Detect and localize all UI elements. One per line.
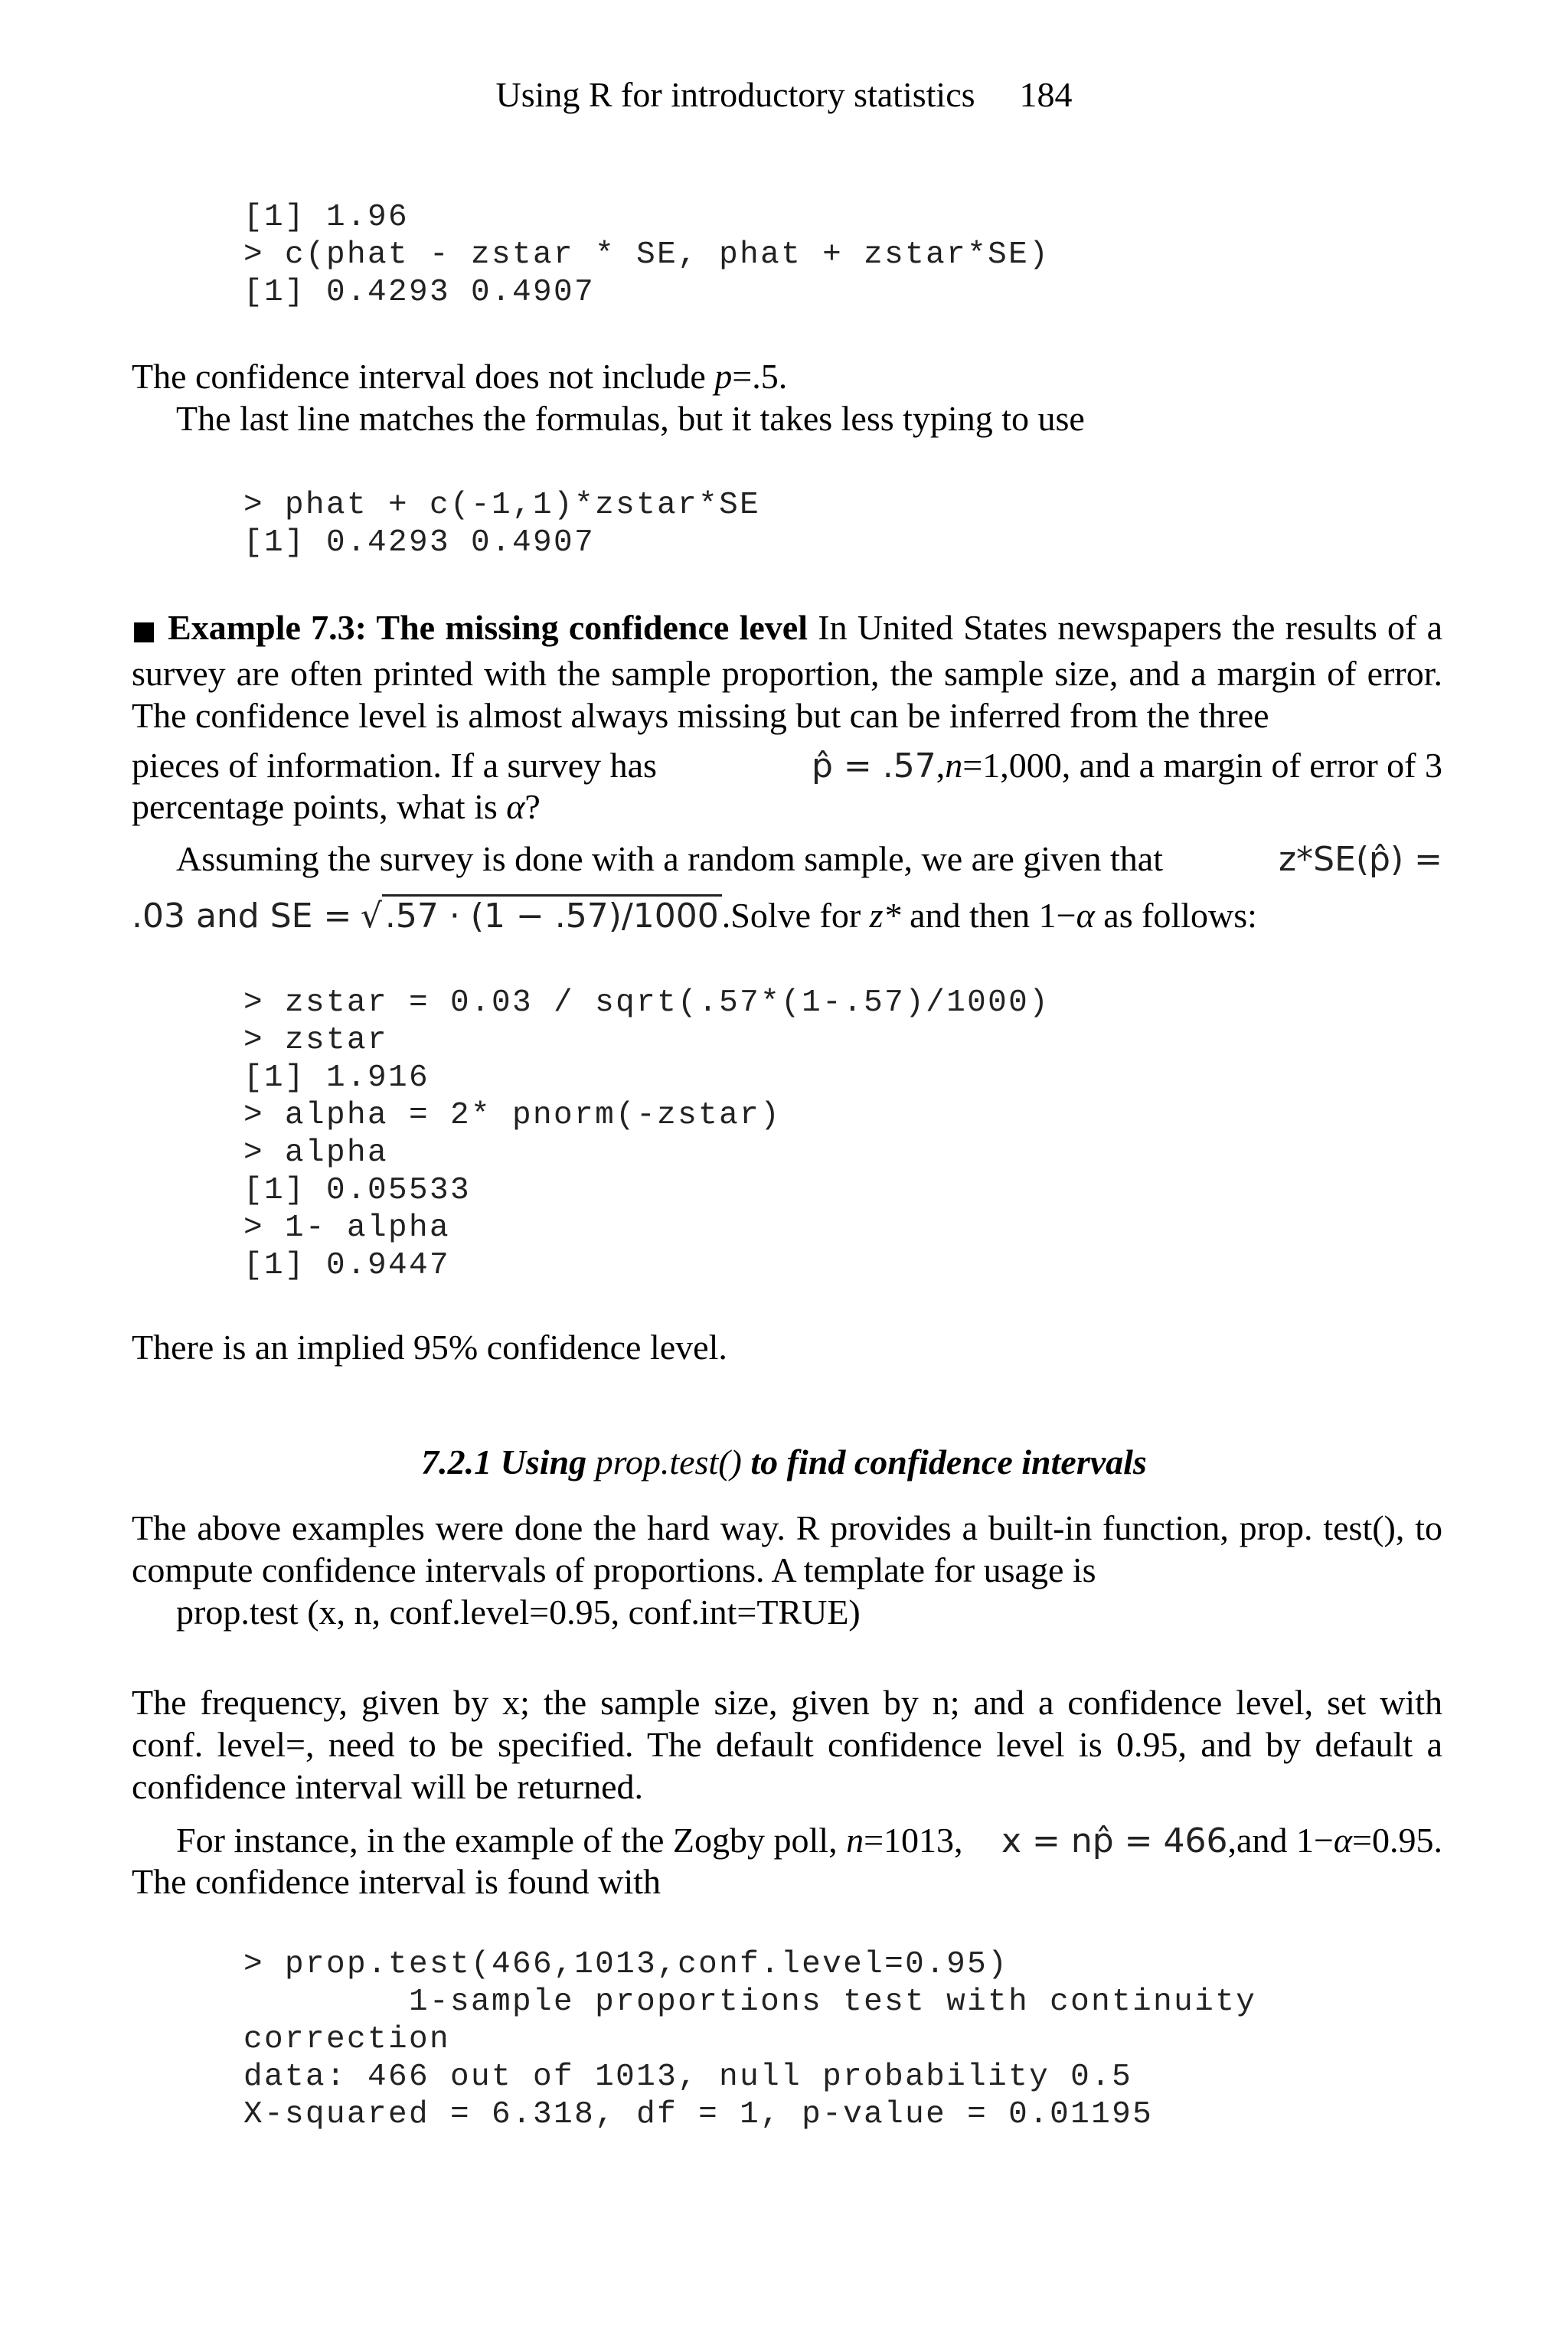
code-line: [1] 1.916 (243, 1060, 430, 1096)
implied-level-text: There is an implied 95% confidence level. (132, 1328, 727, 1367)
phat-formula: p̂ = .57 (812, 746, 936, 786)
code-line: data: 466 out of 1013, null probability 0.5 (243, 2060, 1133, 2095)
code-line: > alpha (243, 1135, 389, 1171)
code-line: [1] 0.4293 0.4907 (243, 525, 596, 560)
page-header (0, 74, 1568, 116)
x-formula: x = np̂ = 466 (1001, 1821, 1228, 1860)
code-line: > zstar (243, 1023, 389, 1058)
code-line: > prop.test(466,1013,conf.level=0.95) (243, 1947, 1009, 1982)
code-block-1 (243, 199, 1050, 312)
running-title: Using R for introductory statistics (495, 75, 975, 114)
se-formula: .03 and SE = (132, 897, 352, 936)
square-bullet-icon: ■ (132, 616, 158, 646)
code-line: > c(phat - zstar * SE, phat + zstar*SE) (243, 237, 1050, 273)
example-title: Example 7.3: The missing confidence level (168, 608, 808, 647)
code-line: > zstar = 0.03 / sqrt(.57*(1-.57)/1000) (243, 985, 1050, 1021)
paragraph-ci-result: The confidence interval does not include p=.5. (132, 357, 788, 396)
sqrt-symbol: √ (360, 897, 382, 936)
example-paragraph: ■ Example 7.3: The missing confidence level In United States newspapers the results of a survey are often printed with the sample proportion, the sample size, and a margin of error. The confidence level is almost always missing but can be inferred from the three (132, 608, 1443, 735)
code-line: > 1- alpha (243, 1210, 451, 1246)
example-line-6: Assuming the survey is done with a random sample, we are given that z*SE(p̂) = (176, 839, 1442, 879)
code-line: [1] 0.9447 (243, 1248, 451, 1283)
code-line: [1] 0.4293 0.4907 (243, 275, 596, 310)
code-line: > alpha = 2* pnorm(-zstar) (243, 1098, 782, 1133)
page-number: 184 (1019, 75, 1073, 114)
example-line-4: pieces of information. If a survey has p̂ = .57,n=1,000, and a margin of error of 3 (132, 746, 1442, 786)
se-radicand: .57 · (1 − .57)/1000 (382, 894, 722, 936)
code-block-4 (243, 1946, 1256, 2134)
code-line: X-squared = 6.318, df = 1, p-value = 0.01195 (243, 2097, 1154, 2132)
section-heading: 7.2.1 Using prop.test() to find confidence intervals (421, 1442, 1147, 1481)
zse-formula: z*SE(p̂) = (1279, 840, 1442, 879)
code-block-2 (243, 487, 760, 562)
paragraph-formula-note: The last line matches the formulas, but it takes less typing to use (176, 399, 1085, 438)
usage-template: prop.test (x, n, conf.level=0.95, conf.int=TRUE) (176, 1592, 861, 1632)
ci-found-text: The confidence interval is found with (132, 1862, 662, 1901)
code-line: correction (243, 2022, 451, 2057)
example-line-5: percentage points, what is α? (132, 787, 541, 826)
code-line: > phat + c(-1,1)*zstar*SE (243, 488, 761, 523)
paragraph-arguments: The frequency, given by x; the sample size, given by n; and a confidence level, set with conf. level=, need to be specified. The default confidence level is 0.95, and by default a confidence interval will be returned. (132, 1683, 1442, 1806)
code-line: [1] 1.96 (243, 200, 410, 235)
zogby-line: For instance, in the example of the Zogby poll, n=1013, x = np̂ = 466,and 1−α=0.95. (176, 1821, 1442, 1860)
paragraph-prop-test: The above examples were done the hard way. R provides a built-in function, prop. test(), to compute confidence intervals of proportions. A template for usage is (132, 1508, 1442, 1589)
code-line: [1] 0.05533 (243, 1173, 472, 1208)
example-line-7: .03 and SE = √.57 · (1 − .57)/1000.Solve for z* and then 1−α as follows: (132, 896, 1257, 936)
code-line: 1-sample proportions test with continuity (243, 1984, 1257, 2020)
code-block-3 (243, 985, 1050, 1285)
